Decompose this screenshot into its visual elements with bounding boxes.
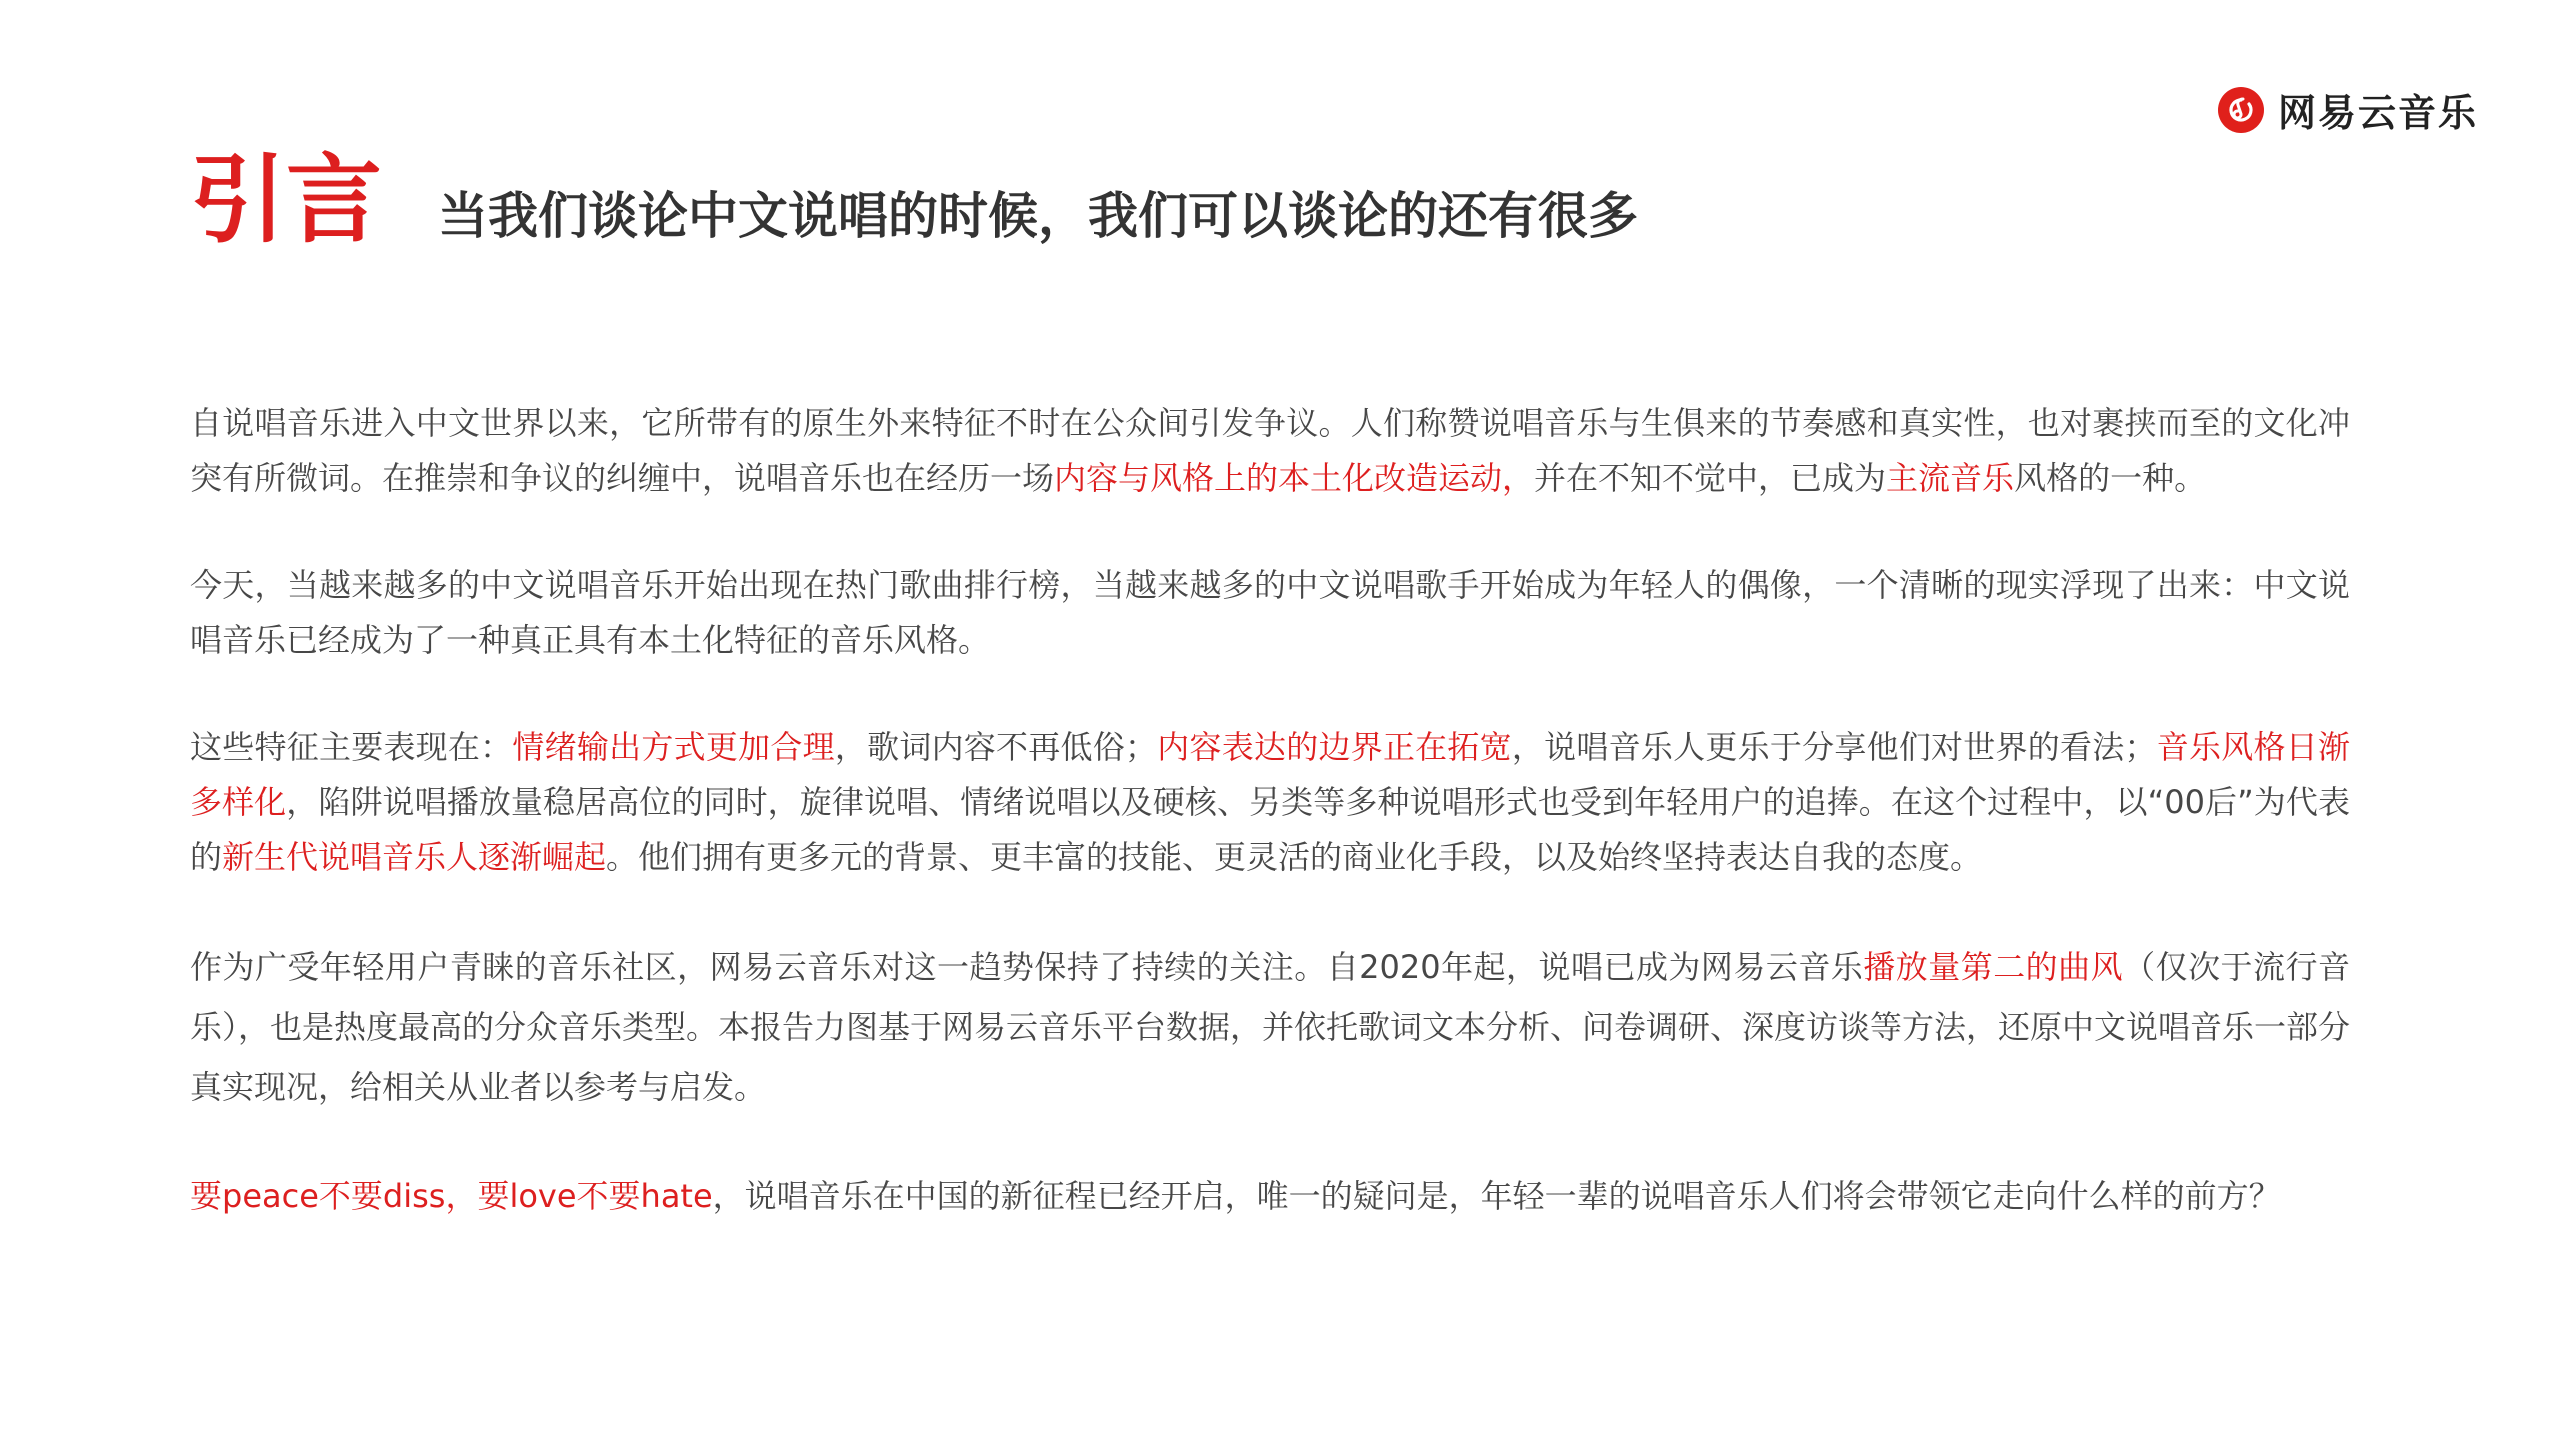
highlight-text: 内容与风格上的本土化改造运动， (1054, 459, 1535, 497)
text-segment: 自说唱音乐进入中文世界以来，它所带有的原生外来特征不时在公众间引发争议。人们称赞说唱音乐与生俱来的节奏感和真实性，也对裹挟而至的文化冲突有所微词。在推崇和争议的纠缠中，说唱音乐也在经历一场 (190, 404, 2350, 497)
text-segment: 作为广受年轻用户青睐的音乐社区，网易云音乐对这一趋势保持了持续的关注。自2020年起，说唱已成为网易云音乐 (190, 948, 1864, 986)
paragraph-1 (190, 396, 2350, 506)
highlight-text: 新生代说唱音乐人逐渐崛起 (222, 838, 607, 876)
highlight-text: 音乐风格日渐多样化 (190, 728, 2350, 821)
highlight-text: 播放量第二的曲风 (1863, 948, 2124, 986)
brand-name: 网易云音乐 (2278, 91, 2479, 135)
highlight-text: 主流音乐 (1886, 459, 2015, 497)
text-segment: 。他们拥有更多元的背景、更丰富的技能、更灵活的商业化手段，以及始终坚持表达自我的态度。 (606, 838, 1983, 876)
paragraph-4 (190, 937, 2350, 1117)
netease-cloud-music-logo-icon (2218, 87, 2264, 133)
highlight-text: 情绪输出方式更加合理 (512, 728, 835, 766)
page-header (190, 144, 1638, 256)
text-segment: ，陷阱说唱播放量稳居高位的同时，旋律说唱、情绪说唱以及硬核、另类等多种说唱形式也受到年轻用户的追捧。在这个过程中，以“00后”为代表的 (190, 783, 2350, 876)
text-segment: ，说唱音乐在中国的新征程已经开启，唯一的疑问是，年轻一辈的说唱音乐人们将会带领它走向什么样的前方？ (712, 1177, 2281, 1215)
paragraph-5 (190, 1169, 2350, 1224)
text-segment: ，说唱音乐人更乐于分享他们对世界的看法； (1511, 728, 2157, 766)
text-segment: ，歌词内容不再低俗； (834, 728, 1158, 766)
text-segment: 并在不知不觉中，已成为 (1534, 459, 1887, 497)
highlight-text: 要peace不要diss，要love不要hate (190, 1177, 713, 1215)
text-segment: 风格的一种。 (2014, 459, 2207, 497)
page-subtitle: 当我们谈论中文说唱的时候，我们可以谈论的还有很多 (438, 187, 1638, 245)
text-segment: （仅次于流行音乐），也是热度最高的分众音乐类型。本报告力图基于网易云音乐平台数据，并依托歌词文本分析、问卷调研、深度访谈等方法，还原中文说唱音乐一部分真实现况，给相关从业者以参考与启发。 (190, 948, 2351, 1106)
text-segment: 今天，当越来越多的中文说唱音乐开始出现在热门歌曲排行榜，当越来越多的中文说唱歌手开始成为年轻人的偶像，一个清晰的现实浮现了出来：中文说唱音乐已经成为了一种真正具有本土化特征的音乐风格。 (190, 566, 2350, 659)
paragraph-2 (190, 558, 2350, 668)
intro-body (190, 396, 2350, 1276)
text-segment: 这些特征主要表现在： (190, 728, 513, 766)
brand-logo (2218, 82, 2478, 137)
paragraph-3 (190, 720, 2350, 885)
highlight-text: 内容表达的边界正在拓宽 (1157, 728, 1512, 766)
page-title: 引言 (190, 144, 382, 256)
